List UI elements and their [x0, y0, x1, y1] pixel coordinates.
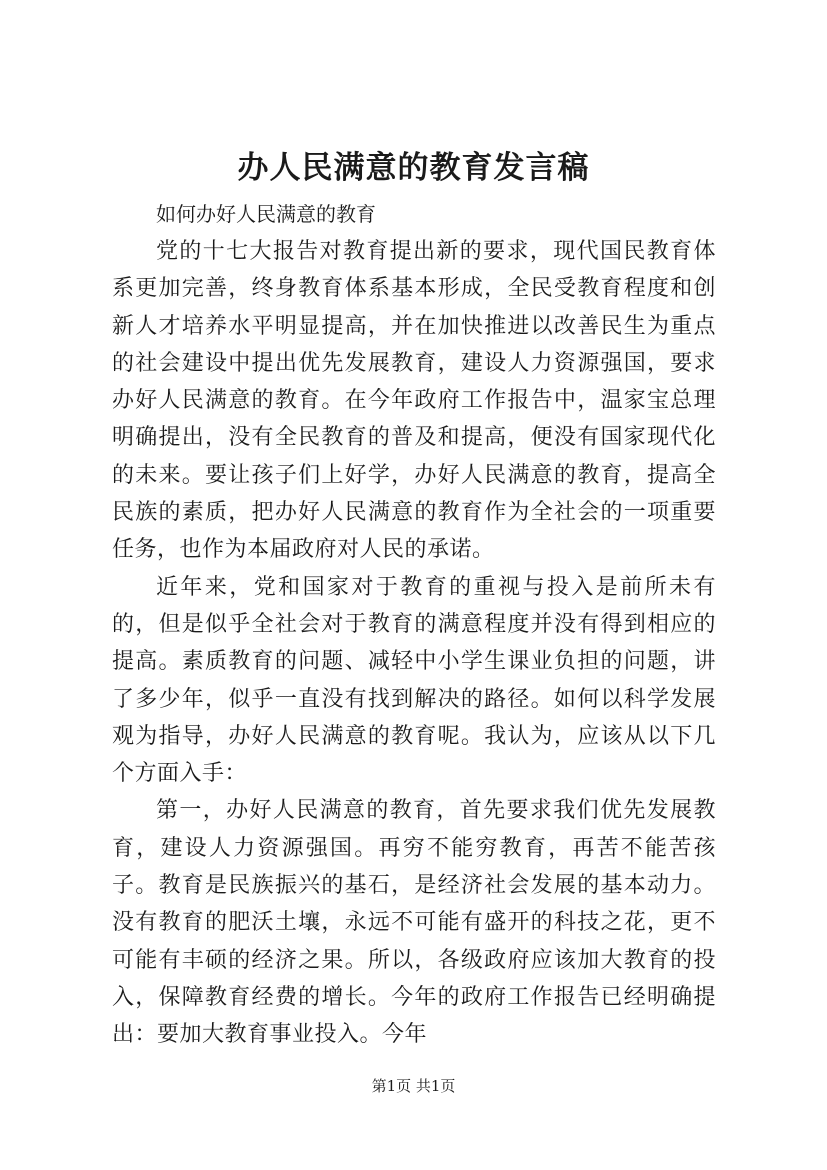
document-body: [112, 196, 716, 1054]
paragraph-2: 近年来，党和国家对于教育的重视与投入是前所未有的，但是似乎全社会对于教育的满意程度并没有得到相应的提高。素质教育的问题、减轻中小学生课业负担的问题，讲了多少年，似乎一直没有找到解决的路径。如何以科学发展观为指导，办好人民满意的教育呢。我认为，应该从以下几个方面入手：: [112, 574, 716, 787]
paragraph-3: 第一，办好人民满意的教育，首先要求我们优先发展教育，建设人力资源强国。再穷不能穷教育，再苦不能苦孩子。教育是民族振兴的基石，是经济社会发展的基本动力。没有教育的肥沃土壤，永远不可能有盛开的科技之花，更不可能有丰硕的经济之果。所以，各级政府应该加大教育的投入，保障教育经费的增长。今年的政府工作报告已经明确提出：要加大教育事业投入。今年: [112, 798, 716, 1048]
page-footer: 第1页 共1页: [371, 1077, 456, 1095]
paragraph-1: 党的十七大报告对教育提出新的要求，现代国民教育体系更加完善，终身教育体系基本形成，全民受教育程度和创新人才培养水平明显提高，并在加快推进以改善民生为重点的社会建设中提出优先发展教育，建设人力资源强国，要求办好人民满意的教育。在今年政府工作报告中，温家宝总理明确提出，没有全民教育的普及和提高，便没有国家现代化的未来。要让孩子们上好学，办好人民满意的教育，提高全民族的素质，把办好人民满意的教育作为全社会的一项重要任务，也作为本届政府对人民的承诺。: [112, 239, 716, 563]
document-subtitle: 如何办好人民满意的教育: [156, 202, 376, 226]
document-title: 办人民满意的教育发言稿: [237, 150, 590, 186]
